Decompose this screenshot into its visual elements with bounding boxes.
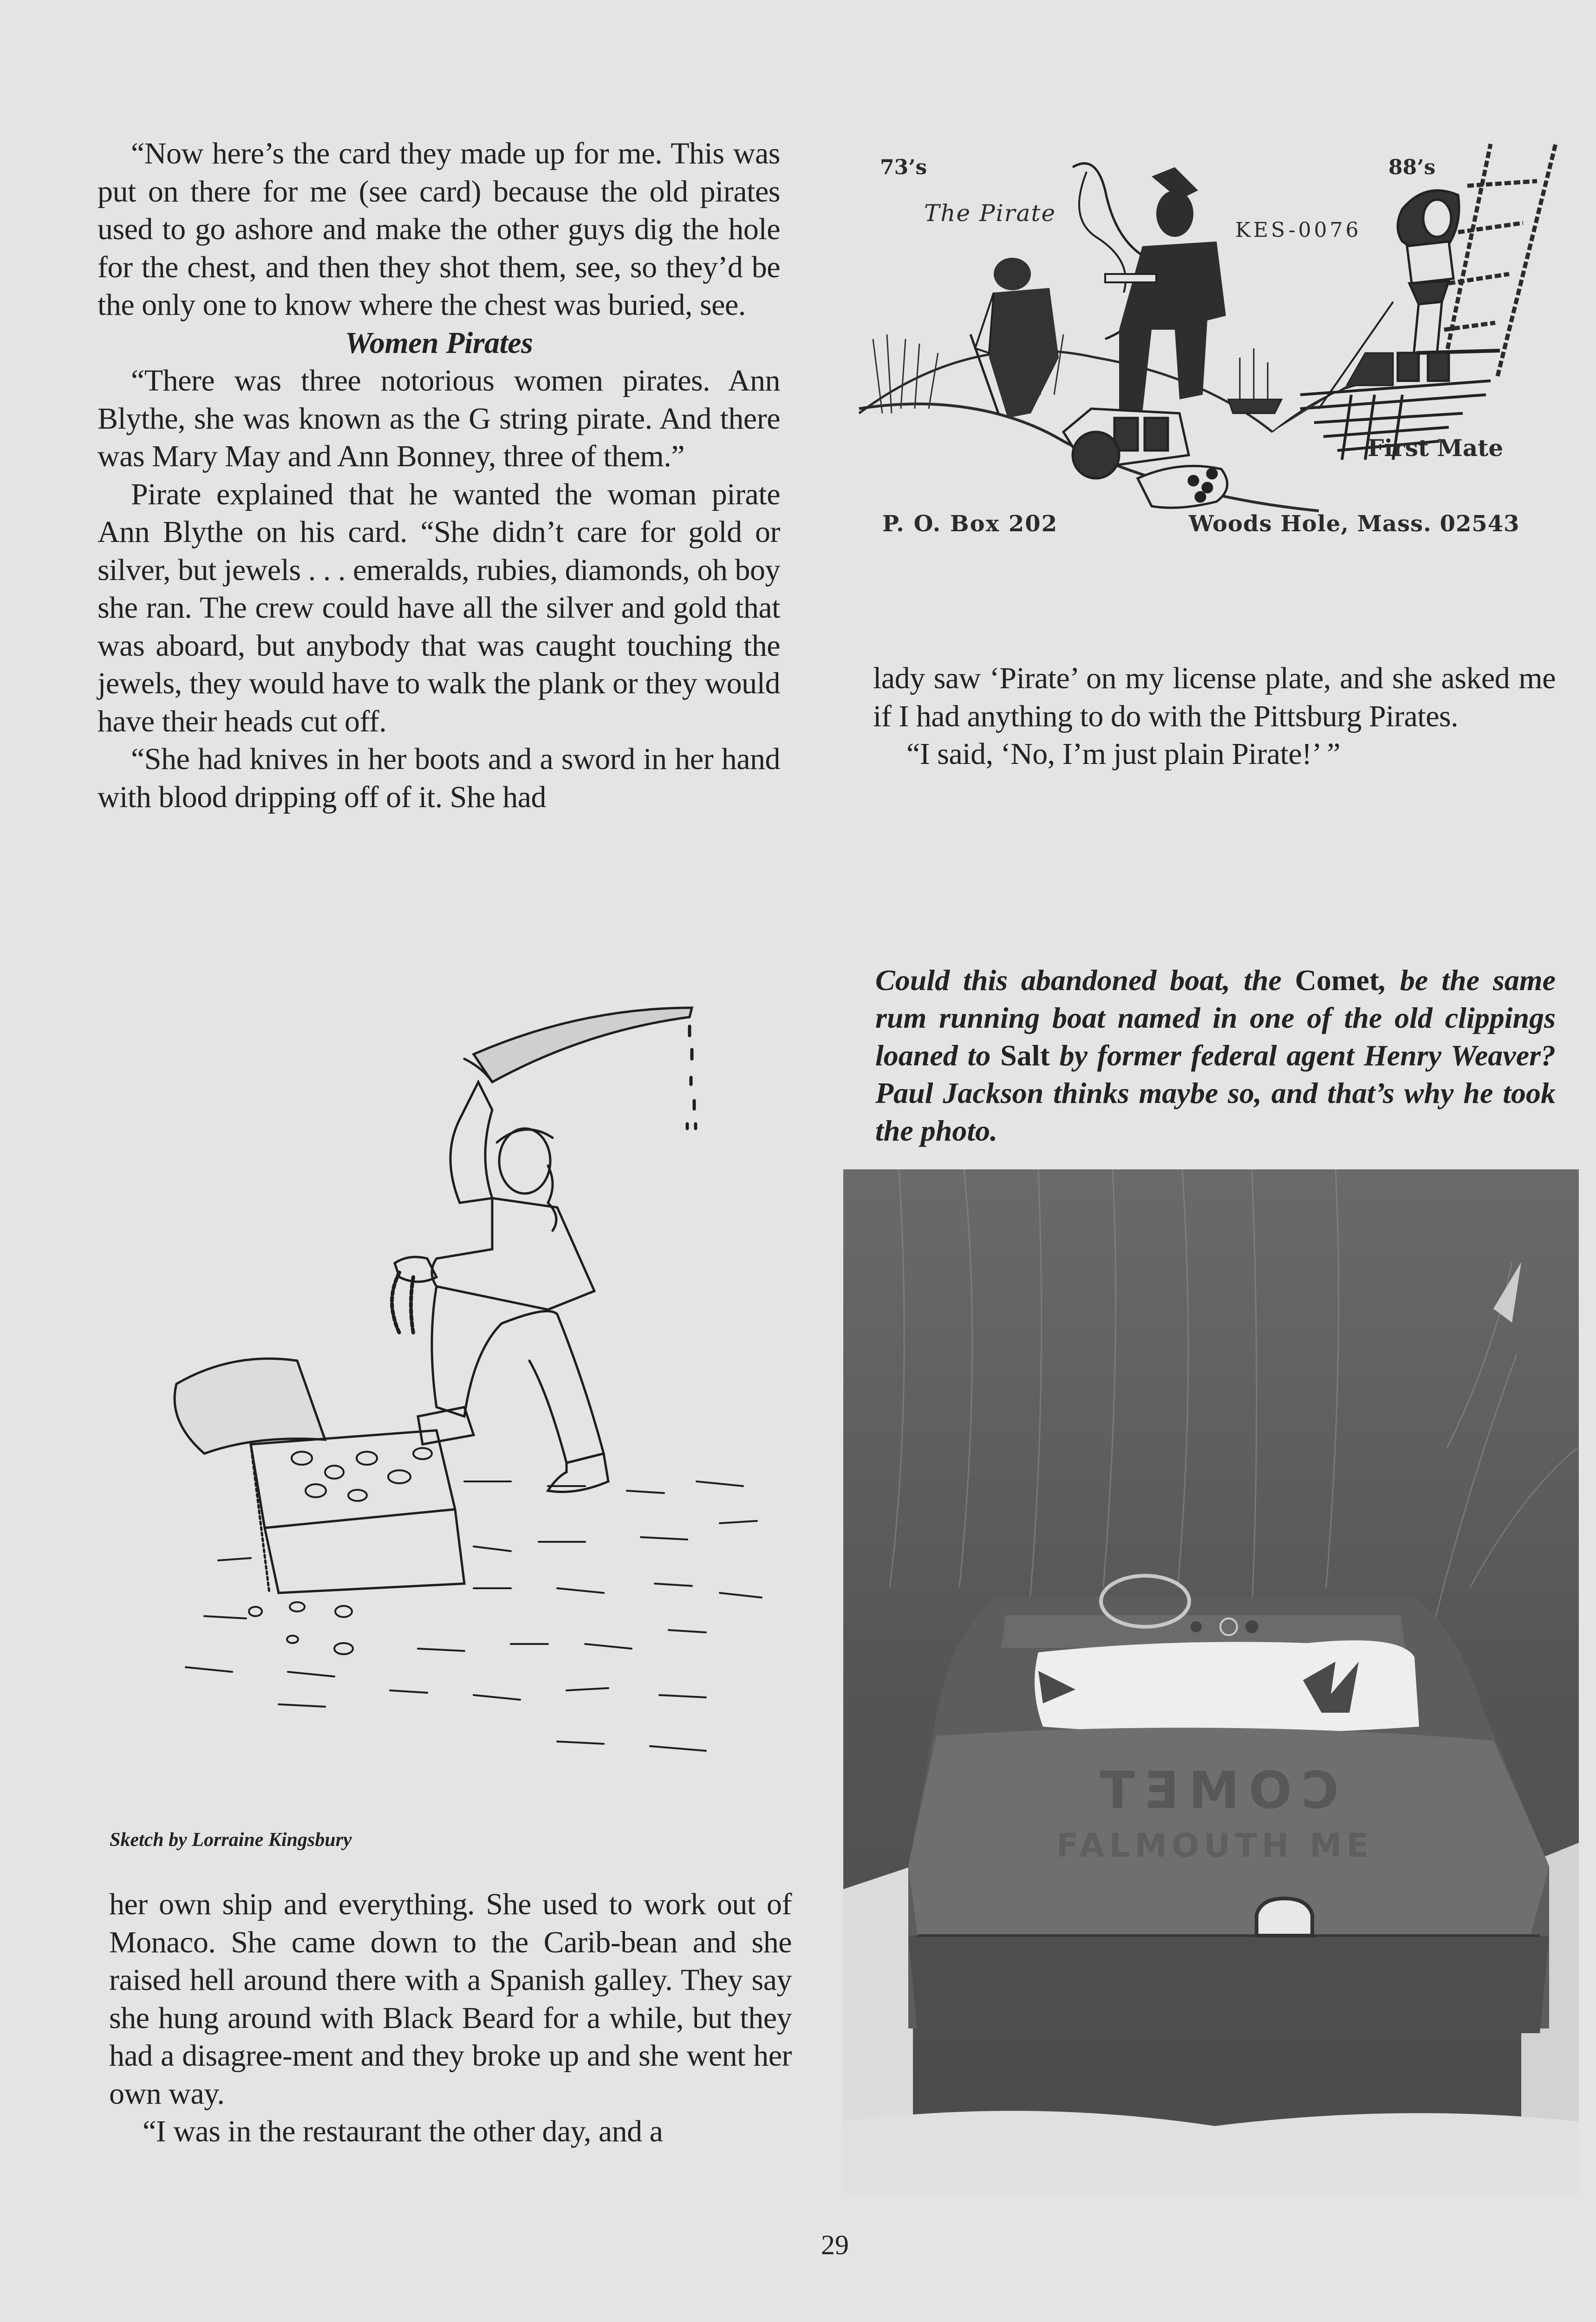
digging-pirate-figure [971, 258, 1059, 418]
left-column-bottom-text [109, 1885, 792, 2151]
paragraph: Pirate explained that he wanted the woman pirate Ann Blythe on his card. “She didn’t care for gold or silver, but jewels . . . emeralds, rubies, diamonds, oh boy she ran. The crew could have all the silver and gold that was aboard, but anybody that was caught touching the jewels, they would have to walk the plank or they would have their heads cut off. [98, 477, 780, 738]
qsl-card-drawing [854, 135, 1570, 553]
paragraph: “There was three notorious women pirates. Ann Blythe, she was known as the G string pirate. And there was Mary May and Ann Bonney, three of them.” [98, 364, 780, 473]
photo-caption [875, 961, 1556, 1149]
qsl-operator-name: The Pirate [924, 200, 1056, 227]
boat-name-lettering: COMET [1091, 1761, 1339, 1820]
jewel-necklace-icon [392, 1272, 399, 1333]
qsl-address: Woods Hole, Mass. 02543 [1189, 511, 1520, 537]
sketch-drawing [139, 989, 789, 1816]
blood-drips-icon [687, 1026, 696, 1128]
ship-icon [1228, 348, 1282, 413]
qsl-greeting-88s: 88’s [1388, 156, 1436, 179]
abandoned-boat-photo [843, 1169, 1579, 2193]
paragraph: lady saw ‘Pirate’ on my license plate, and she asked me if I had anything to do with the Pittsburg Pirates. [873, 661, 1556, 733]
sword-icon [474, 1008, 692, 1082]
paragraph: “I was in the restaurant the other day, and a [143, 2114, 663, 2148]
boat-port-lettering: FALMOUTH ME [1056, 1826, 1374, 1865]
caption-part: , be the same rum running boat named in one of the old clippings loaned to [875, 964, 1556, 1072]
qsl-card-illustration [854, 135, 1570, 553]
qsl-call-sign: KES-0076 [1235, 218, 1361, 242]
reclining-woman-figure [1138, 466, 1227, 508]
paragraph: “She had knives in her boots and a sword in her hand with blood dripping off of it. She had [98, 742, 780, 814]
qsl-first-mate-label: First Mate [1368, 434, 1504, 462]
captain-pirate-figure [1105, 167, 1226, 413]
paragraph: “Now here’s the card they made up for me. This was put on there for me (see card) because the old pirates used to go ashore and make the other guys dig the hole for the chest, and then they shot them, see, so they’d be the only one to know where the chest was buried, see. [98, 137, 780, 322]
qsl-po-box: P. O. Box 202 [882, 511, 1058, 537]
caption-part: by former federal agent Henry Weaver? Paul Jackson thinks maybe so, and that’s why he took the photo. [875, 1039, 1556, 1147]
caption-publication-name: Salt [1000, 1039, 1050, 1072]
caption-part: Could this abandoned boat, the [875, 964, 1295, 997]
qsl-greeting-73s: 73’s [880, 156, 927, 179]
page-number: 29 [821, 2230, 849, 2260]
pirate-woman-sketch [139, 989, 789, 1816]
paragraph: her own ship and everything. She used to work out of Monaco. She came down to the Carib-bean and she raised hell around there with a Spanish galley. They say she hung around with Black Beard for a while, but they had a disagree-ment and they broke up and she went her own way. [109, 1887, 792, 2111]
treasure-chest-icon [175, 1359, 464, 1654]
ground-lines [186, 1481, 762, 1751]
left-column-top-text [98, 135, 780, 816]
boat-photo-image [843, 1169, 1579, 2193]
subhead-women-pirates: Women Pirates [345, 326, 533, 360]
rope-ladder-icon [1442, 144, 1556, 376]
paragraph: “I said, ‘No, I’m just plain Pirate!’ ” [906, 737, 1341, 771]
right-column-top-text [873, 659, 1556, 773]
sketch-caption: Sketch by Lorraine Kingsbury [110, 1829, 352, 1851]
transom-hole [1257, 1898, 1312, 1936]
caption-boat-name: Comet [1295, 964, 1380, 997]
